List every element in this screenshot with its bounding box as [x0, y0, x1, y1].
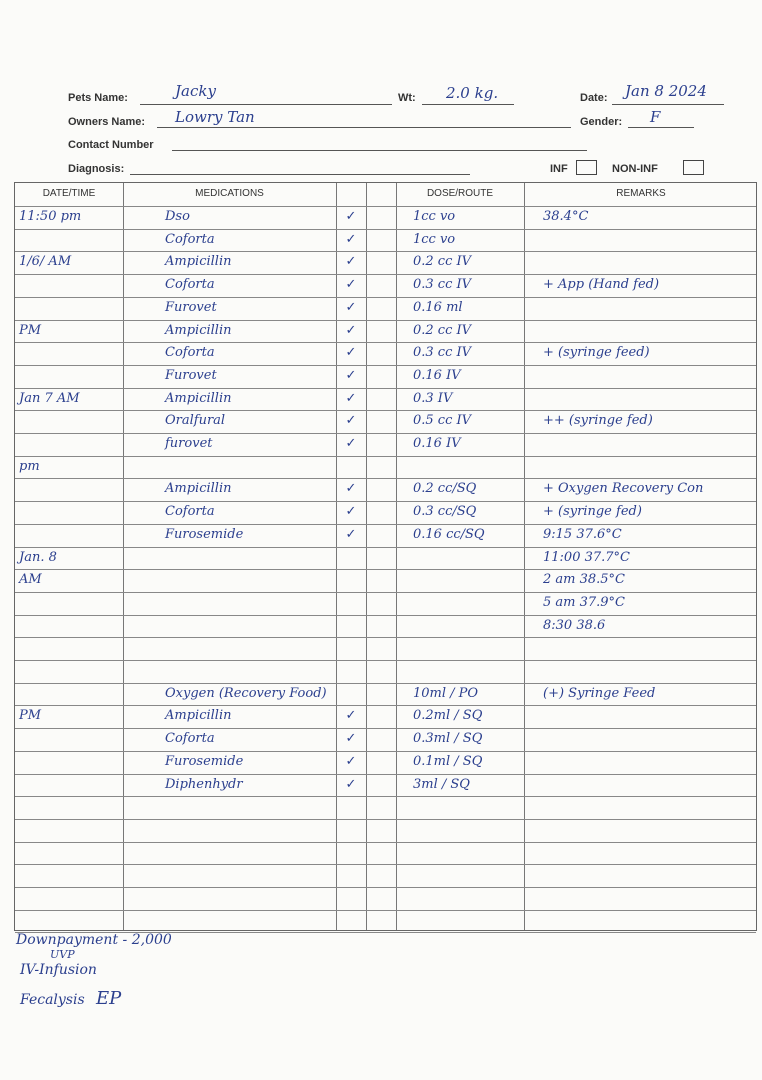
- table-row: [15, 592, 758, 615]
- row-divider: [15, 683, 756, 684]
- table-row: [15, 569, 758, 592]
- checkmark-cell: ✓: [345, 322, 357, 338]
- table-row: [15, 705, 758, 728]
- noninf-label: NON-INF: [612, 163, 658, 175]
- pets-name-value: Jacky: [175, 82, 216, 100]
- date-time-cell: 1/6/ AM: [19, 254, 72, 270]
- row-divider: [15, 569, 756, 570]
- medication-cell: Coforta: [165, 345, 215, 361]
- checkmark-cell: ✓: [345, 526, 357, 542]
- date-time-cell: AM: [19, 572, 42, 588]
- medication-table: [14, 182, 757, 931]
- dose-route-cell: 0.3 cc IV: [413, 277, 472, 293]
- diagnosis-line: [130, 174, 470, 175]
- remarks-cell: + (syringe feed): [543, 345, 650, 361]
- table-row: [15, 342, 758, 365]
- table-row: [15, 819, 758, 842]
- gender-line: [628, 127, 694, 128]
- row-divider: [15, 547, 756, 548]
- dose-route-cell: 0.2ml / SQ: [413, 708, 483, 724]
- table-row: [15, 660, 758, 683]
- remarks-cell: + (syringe fed): [543, 504, 642, 520]
- checkmark-cell: ✓: [345, 390, 357, 406]
- table-row: [15, 547, 758, 570]
- remarks-cell: 11:00 37.7°C: [543, 549, 630, 565]
- dose-route-cell: 0.2 cc/SQ: [413, 481, 477, 497]
- row-divider: [15, 774, 756, 775]
- remarks-cell: 38.4°C: [543, 209, 589, 224]
- remarks-cell: 9:15 37.6°C: [543, 526, 622, 542]
- owners-name-line: [157, 127, 571, 128]
- dose-route-cell: 0.3 IV: [413, 390, 453, 406]
- table-row: [15, 637, 758, 660]
- dose-route-cell: 0.1ml / SQ: [413, 753, 483, 769]
- row-divider: [15, 637, 756, 638]
- iv-infusion-note: IV-Infusion: [20, 962, 97, 978]
- dose-route-cell: 0.2 cc IV: [413, 322, 472, 338]
- dose-route-cell: 0.16 IV: [413, 367, 461, 383]
- row-divider: [15, 842, 756, 843]
- dose-route-cell: 0.3 cc IV: [413, 345, 472, 361]
- dose-route-cell: 0.16 cc/SQ: [413, 526, 485, 542]
- medication-cell: Furovet: [165, 367, 217, 383]
- date-time-cell: PM: [19, 708, 42, 724]
- date-time-cell: PM: [19, 322, 42, 338]
- checkmark-cell: ✓: [345, 209, 357, 224]
- row-divider: [15, 796, 756, 797]
- remarks-cell: ++ (syringe fed): [543, 413, 653, 429]
- inf-checkbox[interactable]: [576, 160, 597, 175]
- table-row: [15, 274, 758, 297]
- dose-route-cell: 0.5 cc IV: [413, 413, 472, 429]
- row-divider: [15, 660, 756, 661]
- table-row: [15, 251, 758, 274]
- row-divider: [15, 478, 756, 479]
- row-divider: [15, 751, 756, 752]
- medication-cell: Ampicillin: [165, 481, 232, 497]
- table-row: [15, 410, 758, 433]
- contact-label: Contact Number: [68, 139, 154, 151]
- contact-line: [172, 150, 587, 151]
- table-row: [15, 683, 758, 706]
- medication-cell: furovet: [165, 436, 213, 451]
- table-row: [15, 887, 758, 910]
- dose-route-cell: 0.16 ml: [413, 299, 463, 315]
- medication-cell: Coforta: [165, 504, 215, 520]
- gender-value: F: [650, 108, 661, 126]
- row-divider: [15, 410, 756, 411]
- dose-route-cell: 1cc vo: [413, 231, 456, 247]
- header-remarks: REMARKS: [616, 188, 666, 199]
- medication-cell: Coforta: [165, 731, 215, 747]
- row-divider: [15, 887, 756, 888]
- checkmark-cell: ✓: [345, 776, 357, 792]
- diagnosis-label: Diagnosis:: [68, 163, 125, 175]
- uvp-note: UVP: [50, 948, 75, 961]
- pets-name-label: Pets Name:: [68, 92, 128, 104]
- row-divider: [15, 365, 756, 366]
- row-divider: [15, 388, 756, 389]
- ep-note: EP: [96, 988, 122, 1009]
- row-divider: [15, 342, 756, 343]
- row-divider: [15, 705, 756, 706]
- date-time-cell: Jan 7 AM: [19, 390, 80, 406]
- row-divider: [15, 251, 756, 252]
- inf-label: INF: [550, 163, 568, 175]
- table-row: [15, 615, 758, 638]
- dose-route-cell: 1cc vo: [413, 209, 456, 224]
- dose-route-cell: 0.3 cc/SQ: [413, 504, 477, 520]
- wt-line: [422, 104, 514, 105]
- pets-name-line: [140, 104, 392, 105]
- remarks-cell: 2 am 38.5°C: [543, 572, 626, 588]
- dose-route-cell: 0.2 cc IV: [413, 254, 472, 270]
- noninf-checkbox[interactable]: [683, 160, 704, 175]
- dose-route-cell: 0.16 IV: [413, 436, 461, 451]
- row-divider: [15, 819, 756, 820]
- date-label: Date:: [580, 92, 608, 104]
- row-divider: [15, 206, 756, 207]
- row-divider: [15, 864, 756, 865]
- row-divider: [15, 320, 756, 321]
- remarks-cell: 5 am 37.9°C: [543, 594, 626, 610]
- medication-cell: Furosemide: [165, 526, 244, 542]
- header-medications: MEDICATIONS: [195, 188, 264, 199]
- table-row: [15, 297, 758, 320]
- medication-cell: Oralfural: [165, 413, 226, 429]
- checkmark-cell: ✓: [345, 254, 357, 270]
- table-row: [15, 728, 758, 751]
- checkmark-cell: ✓: [345, 753, 357, 769]
- table-row: [15, 478, 758, 501]
- row-divider: [15, 524, 756, 525]
- row-divider: [15, 297, 756, 298]
- medication-cell: Ampicillin: [165, 322, 232, 338]
- checkmark-cell: ✓: [345, 277, 357, 293]
- date-time-cell: 11:50 pm: [19, 209, 82, 224]
- fecalysis-note: Fecalysis: [20, 992, 85, 1008]
- wt-value: 2.0 kg.: [446, 84, 499, 102]
- header-dose-route: DOSE/ROUTE: [426, 188, 494, 199]
- medication-cell: Coforta: [165, 277, 215, 293]
- table-row: [15, 910, 758, 933]
- remarks-cell: 8:30 38.6: [543, 617, 606, 633]
- checkmark-cell: ✓: [345, 367, 357, 383]
- table-row: [15, 864, 758, 887]
- table-row: [15, 751, 758, 774]
- table-row: [15, 388, 758, 411]
- remarks-cell: (+) Syringe Feed: [543, 685, 656, 701]
- remarks-cell: + App (Hand fed): [543, 277, 660, 293]
- owners-name-value: Lowry Tan: [175, 108, 255, 126]
- downpayment-note: Downpayment - 2,000: [16, 932, 172, 948]
- checkmark-cell: ✓: [345, 731, 357, 747]
- table-row: [15, 774, 758, 797]
- medication-cell: Ampicillin: [165, 254, 232, 270]
- table-row: [15, 206, 758, 229]
- table-row: [15, 456, 758, 479]
- medication-cell: Furosemide: [165, 753, 244, 769]
- row-divider: [15, 615, 756, 616]
- medication-cell: Furovet: [165, 299, 217, 315]
- wt-label: Wt:: [398, 92, 416, 104]
- checkmark-cell: ✓: [345, 481, 357, 497]
- table-row: [15, 796, 758, 819]
- row-divider: [15, 728, 756, 729]
- row-divider: [15, 229, 756, 230]
- medication-cell: Diphenhydr: [165, 776, 243, 792]
- row-divider: [15, 456, 756, 457]
- checkmark-cell: ✓: [345, 708, 357, 724]
- remarks-cell: + Oxygen Recovery Con: [543, 481, 704, 497]
- row-divider: [15, 910, 756, 911]
- medication-cell: Ampicillin: [165, 708, 232, 724]
- date-line: [612, 104, 724, 105]
- checkmark-cell: ✓: [345, 345, 357, 361]
- table-row: [15, 365, 758, 388]
- dose-route-cell: 10ml / PO: [413, 685, 479, 701]
- checkmark-cell: ✓: [345, 504, 357, 520]
- row-divider: [15, 433, 756, 434]
- table-row: [15, 229, 758, 252]
- checkmark-cell: ✓: [345, 436, 357, 451]
- row-divider: [15, 274, 756, 275]
- gender-label: Gender:: [580, 116, 623, 128]
- dose-route-cell: 0.3ml / SQ: [413, 731, 483, 747]
- date-time-cell: pm: [19, 458, 40, 474]
- table-row: [15, 501, 758, 524]
- checkmark-cell: ✓: [345, 231, 357, 247]
- table-row: [15, 320, 758, 343]
- date-value: Jan 8 2024: [625, 82, 707, 100]
- checkmark-cell: ✓: [345, 413, 357, 429]
- dose-route-cell: 3ml / SQ: [413, 776, 470, 792]
- medication-cell: Coforta: [165, 231, 215, 247]
- date-time-cell: Jan. 8: [19, 549, 57, 565]
- table-row: [15, 524, 758, 547]
- row-divider: [15, 592, 756, 593]
- table-row: [15, 842, 758, 865]
- owners-name-label: Owners Name:: [68, 116, 146, 128]
- row-divider: [15, 501, 756, 502]
- table-row: [15, 433, 758, 456]
- header-date-time: DATE/TIME: [42, 188, 96, 199]
- checkmark-cell: ✓: [345, 299, 357, 315]
- medication-cell: Ampicillin: [165, 390, 232, 406]
- medication-cell: Oxygen (Recovery Food): [165, 685, 327, 701]
- medication-cell: Dso: [165, 209, 190, 224]
